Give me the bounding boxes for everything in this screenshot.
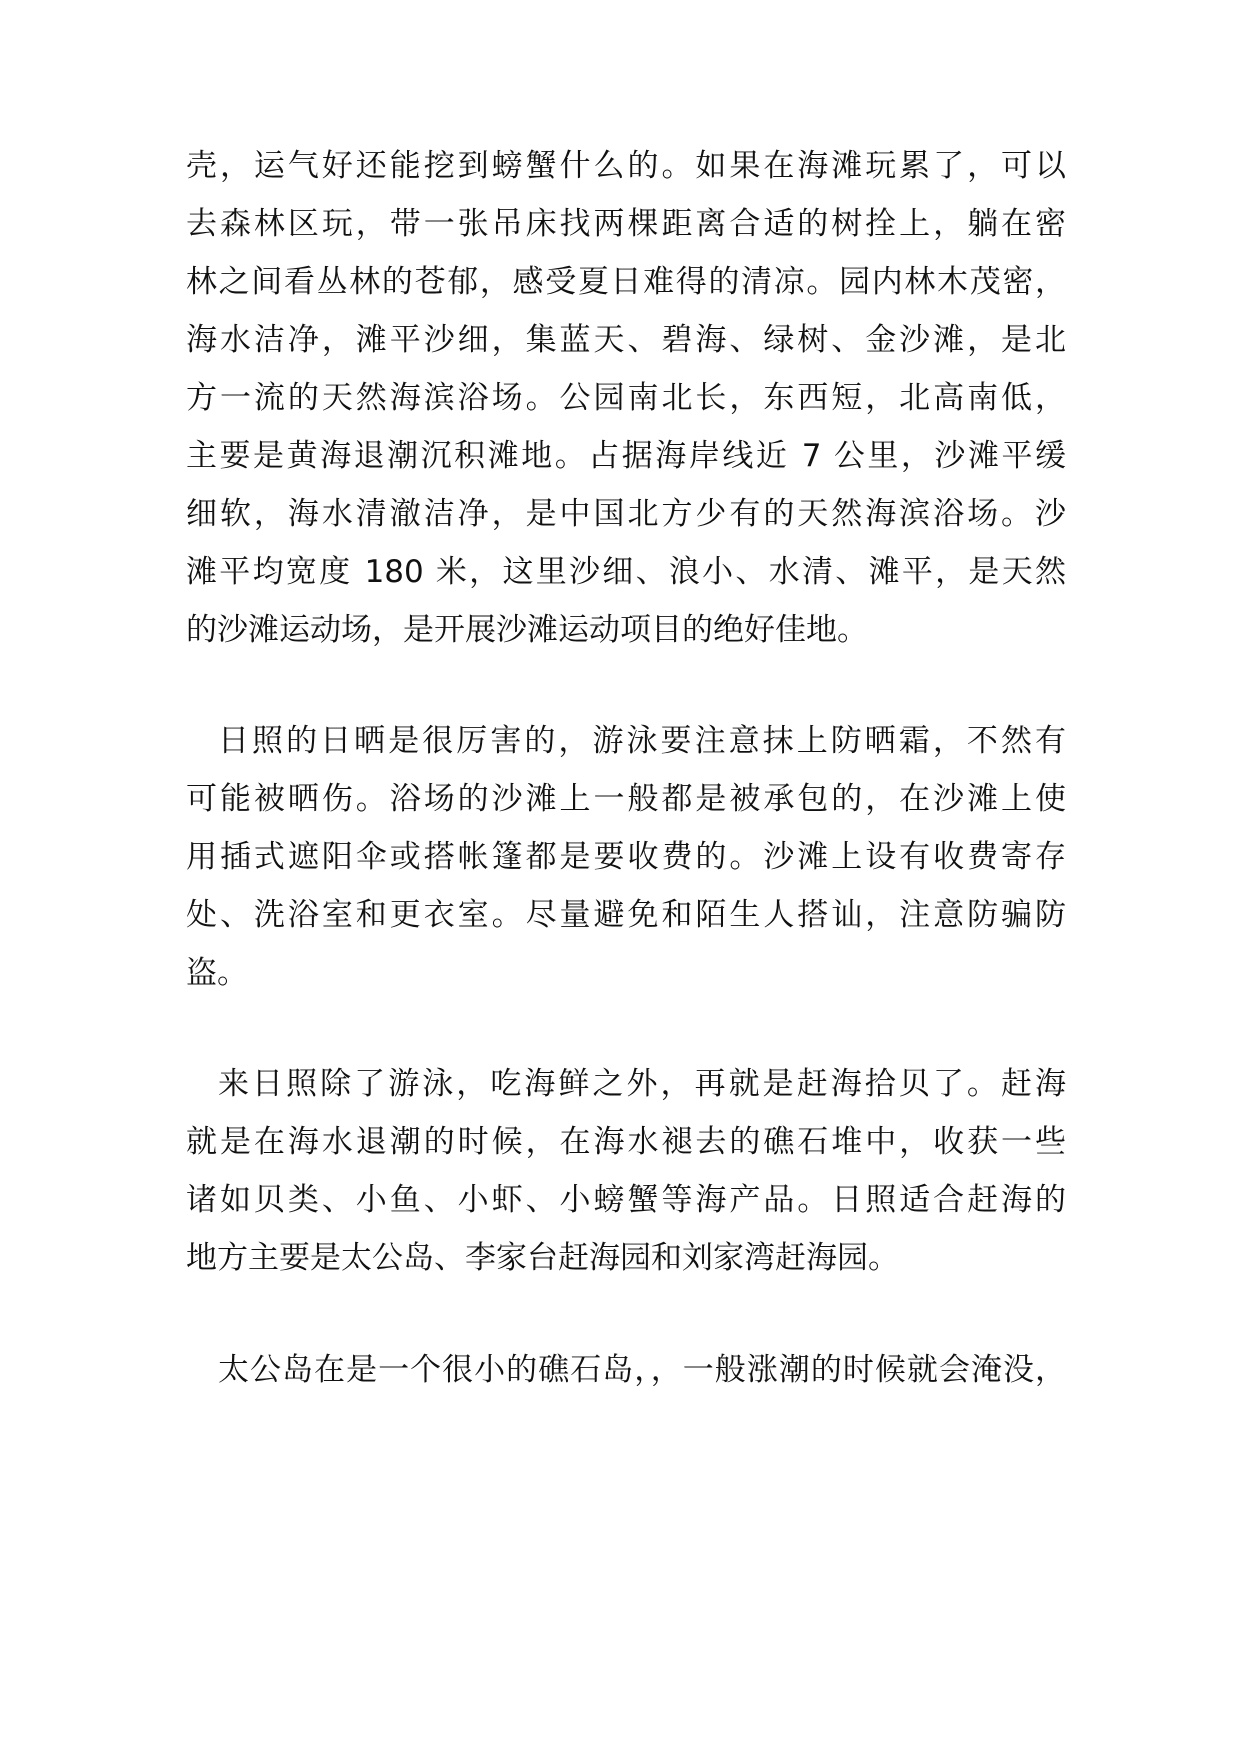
text-line: 地方主要是太公岛、李家台赶海园和刘家湾赶海园。 [186,1240,899,1276]
text-line: 主要是黄海退潮沉积滩地。占据海岸线近 7 公里，沙滩平缓 [186,438,1066,474]
text-line: 林之间看丛林的苍郁，感受夏日难得的清凉。园内林木茂密， [186,264,1066,300]
text-line: 去森林区玩，带一张吊床找两棵距离合适的树拴上，躺在密 [186,206,1066,242]
text-line: 处、洗浴室和更衣室。尽量避免和陌生人搭讪，注意防骗防 [186,897,1066,933]
text-line: 日照的日晒是很厉害的，游泳要注意抹上防晒霜，不然有 [218,723,1066,759]
text-line: 用插式遮阳伞或搭帐篷都是要收费的。沙滩上设有收费寄存 [186,839,1066,875]
text-line: 诸如贝类、小鱼、小虾、小螃蟹等海产品。日照适合赶海的 [186,1182,1066,1218]
text-line: 的沙滩运动场，是开展沙滩运动项目的绝好佳地。 [186,612,868,648]
text-line: 可能被晒伤。浴场的沙滩上一般都是被承包的，在沙滩上使 [186,781,1066,817]
text-line: 就是在海水退潮的时候，在海水褪去的礁石堆中，收获一些 [186,1124,1066,1160]
text-line: 方一流的天然海滨浴场。公园南北长，东西短，北高南低， [186,380,1066,416]
text-line: 来日照除了游泳，吃海鲜之外，再就是赶海拾贝了。赶海 [218,1066,1066,1102]
text-line: 细软，海水清澈洁净，是中国北方少有的天然海滨浴场。沙 [186,496,1066,532]
text-line: 盗。 [186,955,248,991]
text-line: 海水洁净，滩平沙细，集蓝天、碧海、绿树、金沙滩，是北 [186,322,1066,358]
text-line: 太公岛在是一个很小的礁石岛，，一般涨潮的时候就会淹没， [218,1352,1066,1388]
text-line: 滩平均宽度 180 米，这里沙细、浪小、水清、滩平，是天然 [186,554,1066,590]
text-line: 壳，运气好还能挖到螃蟹什么的。如果在海滩玩累了，可以 [186,148,1066,184]
